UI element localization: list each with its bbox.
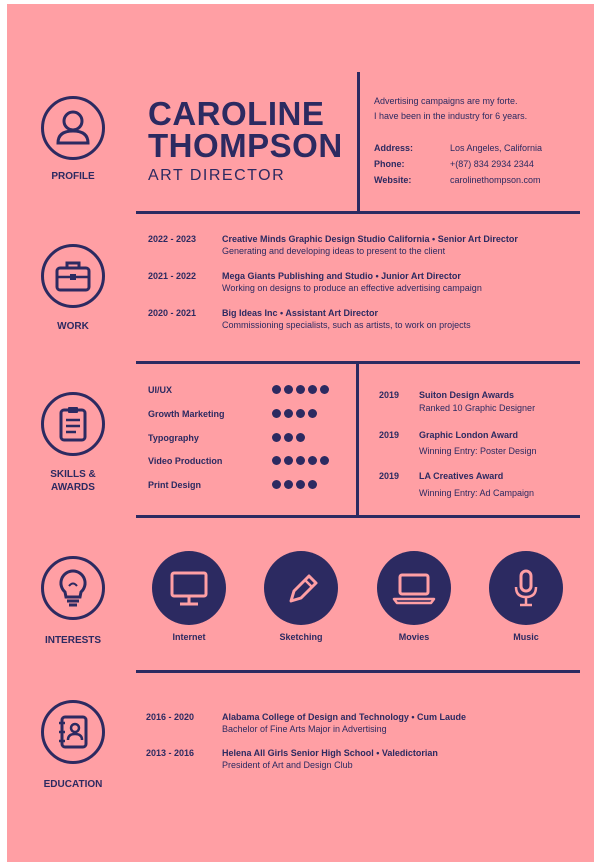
skill-level-2 — [272, 409, 317, 418]
website-key: Website: — [374, 175, 412, 185]
skill-level-4 — [272, 456, 329, 465]
skill-dot — [272, 385, 281, 394]
divider-skills-interests — [136, 515, 580, 518]
award-title-1: Suiton Design Awards — [419, 390, 515, 400]
profile-person-icon — [41, 96, 105, 160]
award-year-1: 2019 — [379, 390, 400, 400]
work-desc-1: Generating and developing ideas to present to the client — [222, 246, 446, 256]
bio-line-2: I have been in the industry for 6 years. — [374, 111, 528, 121]
work-label: WORK — [57, 321, 89, 332]
skills-label-line1: SKILLS & — [50, 469, 96, 480]
skill-dot — [272, 456, 281, 465]
skills-awards-label — [18, 468, 128, 494]
edu-title-2: Helena All Girls Senior High School • Valedictorian — [222, 748, 438, 758]
job-title: ART DIRECTOR — [148, 167, 286, 184]
edu-title-1: Alabama College of Design and Technology • Cum Laude — [222, 712, 467, 722]
briefcase-icon — [41, 244, 105, 308]
work-title-1: Creative Minds Graphic Design Studio California • Senior Art Director — [222, 234, 518, 244]
first-name: CAROLINE — [148, 95, 325, 132]
award-desc-2: Winning Entry: Poster Design — [419, 446, 537, 456]
resume-page — [7, 4, 594, 862]
edu-years-1: 2016 - 2020 — [146, 712, 195, 722]
interests-label: INTERESTS — [44, 635, 102, 646]
skill-name-4: Video Production — [148, 456, 223, 466]
address-book-icon — [41, 700, 105, 764]
work-desc-2: Working on designs to produce an effective advertising campaign — [222, 283, 482, 293]
skill-dot — [296, 480, 305, 489]
monitor-icon — [152, 551, 226, 625]
skill-dot — [320, 385, 329, 394]
phone-value: +(87) 834 2934 2344 — [450, 159, 534, 169]
interest-label-3: Movies — [398, 632, 430, 642]
interest-label-1: Internet — [172, 632, 206, 642]
skill-dot — [284, 409, 293, 418]
skill-dot — [296, 433, 305, 442]
skill-dot — [284, 433, 293, 442]
microphone-icon — [489, 551, 563, 625]
skill-dot — [308, 385, 317, 394]
edu-years-2: 2013 - 2016 — [146, 748, 195, 758]
skill-name-3: Typography — [148, 433, 199, 443]
skill-dot — [284, 480, 293, 489]
skill-level-5 — [272, 480, 317, 489]
skill-dot — [296, 456, 305, 465]
work-title-3: Big Ideas Inc • Assistant Art Director — [222, 308, 379, 318]
skill-dot — [320, 456, 329, 465]
skill-dot — [284, 456, 293, 465]
award-title-3: LA Creatives Award — [419, 471, 504, 481]
work-title-2: Mega Giants Publishing and Studio • Junior Art Director — [222, 271, 461, 281]
award-title-2: Graphic London Award — [419, 430, 519, 440]
skill-dot — [308, 456, 317, 465]
skills-divider — [356, 361, 359, 516]
award-desc-1: Ranked 10 Graphic Designer — [419, 403, 536, 413]
clipboard-icon — [41, 392, 105, 456]
laptop-icon — [377, 551, 451, 625]
skill-name-5: Print Design — [148, 480, 202, 490]
interest-label-4: Music — [513, 632, 539, 642]
award-desc-3: Winning Entry: Ad Campaign — [419, 488, 535, 498]
address-key: Address: — [374, 143, 414, 153]
skill-level-1 — [272, 385, 329, 394]
work-years-2: 2021 - 2022 — [148, 271, 197, 281]
skills-label-line2: AWARDS — [51, 482, 95, 493]
divider-interests-education — [136, 670, 580, 673]
work-years-3: 2020 - 2021 — [148, 308, 197, 318]
work-desc-3: Commissioning specialists, such as artists, to work on projects — [222, 320, 471, 330]
skill-dot — [296, 385, 305, 394]
skill-dot — [272, 433, 281, 442]
lightbulb-icon — [41, 556, 105, 620]
award-year-3: 2019 — [379, 471, 400, 481]
work-years-1: 2022 - 2023 — [148, 234, 197, 244]
skill-dot — [272, 409, 281, 418]
phone-key: Phone: — [374, 159, 405, 169]
education-label: EDUCATION — [43, 779, 103, 790]
header-divider — [357, 72, 360, 212]
pencil-icon — [264, 551, 338, 625]
award-year-2: 2019 — [379, 430, 400, 440]
skill-dot — [308, 409, 317, 418]
edu-desc-2: President of Art and Design Club — [222, 760, 353, 770]
last-name: THOMPSON — [148, 127, 343, 164]
bio-line-1: Advertising campaigns are my forte. — [374, 96, 518, 106]
interest-label-2: Sketching — [279, 632, 323, 642]
divider-profile-work — [136, 211, 580, 214]
skill-name-2: Growth Marketing — [148, 409, 225, 419]
skill-dot — [308, 480, 317, 489]
skill-level-3 — [272, 433, 305, 442]
skill-dot — [284, 385, 293, 394]
website-value: carolinethompson.com — [450, 175, 541, 185]
skill-dot — [272, 480, 281, 489]
address-value: Los Angeles, California — [450, 143, 543, 153]
skill-name-1: UI/UX — [148, 385, 173, 395]
edu-desc-1: Bachelor of Fine Arts Major in Advertising — [222, 724, 387, 734]
profile-label: PROFILE — [51, 171, 95, 182]
skill-dot — [296, 409, 305, 418]
